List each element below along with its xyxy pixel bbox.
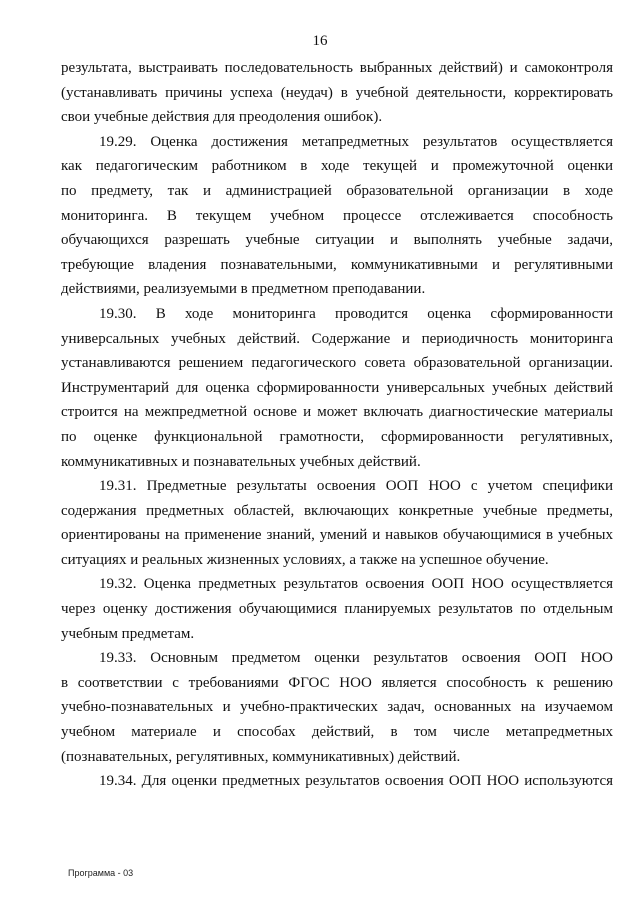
text-line: результата, выстраивать последовательность выбранных действий) и самоконтроля <box>61 60 613 76</box>
text-line: содержания предметных областей, включающих конкретные учебные предметы, <box>61 502 613 519</box>
text-line: (устанавливать причины успеха (неудач) в учебной деятельности, корректировать <box>61 84 613 101</box>
text-line: как педагогическим работником в ходе текущей и промежуточной оценки <box>61 158 613 175</box>
text-line: устанавливаются решением педагогического совета образовательной организации. <box>61 355 613 372</box>
text-line: 19.30. В ходе мониторинга проводится оценка сформированности <box>99 305 613 322</box>
text-line: через оценку достижения обучающимися планируемых результатов по отдельным <box>61 601 613 618</box>
text-line: обучающихся разрешать учебные ситуации и выполнять учебные задачи, <box>61 232 613 249</box>
text-line: ситуациях и реальных жизненных условиях, а также на успешное обучение. <box>61 551 549 568</box>
text-line: требующие владения познавательными, коммуникативными и регулятивными <box>61 256 613 273</box>
text-line: ориентированы на применение знаний, умений и навыков обучающимися в учебных <box>61 527 613 544</box>
text-line: коммуникативных и познавательных учебных действий. <box>61 453 421 470</box>
text-line: по предмету, так и администрацией образовательной организации в ходе <box>61 182 613 199</box>
text-line: 19.33. Основным предметом оценки результатов освоения ООП НОО <box>99 650 613 667</box>
text-line: 19.31. Предметные результаты освоения ООП НОО с учетом специфики <box>99 478 613 495</box>
text-line: универсальных учебных действий. Содержание и периодичность мониторинга <box>61 330 613 347</box>
text-line: (познавательных, регулятивных, коммуникативных) действий. <box>61 748 461 765</box>
text-line: учебно-познавательных и учебно-практических задач, основанных на изучаемом <box>61 699 613 716</box>
text-line: 19.29. Оценка достижения метапредметных результатов осуществляется <box>99 133 613 150</box>
page-footer: Программа - 03 <box>68 868 134 878</box>
text-line: строится на межпредметной основе и может включать диагностические материалы <box>61 404 613 421</box>
text-line: в соответствии с требованиями ФГОС НОО является способность к решению <box>61 674 613 691</box>
text-line: свои учебные действия для преодоления ошибок). <box>61 109 383 126</box>
text-line: учебном материале и способах действий, в том числе метапредметных <box>61 724 613 741</box>
text-line: 19.32. Оценка предметных результатов освоения ООП НОО осуществляется <box>99 576 613 593</box>
page-number: 16 <box>312 33 328 49</box>
document-body <box>61 56 613 794</box>
text-line: учебным предметам. <box>61 625 195 642</box>
text-line: 19.34. Для оценки предметных результатов освоения ООП НОО используются <box>99 773 613 790</box>
text-line: Инструментарий для оценка сформированности универсальных учебных действий <box>61 379 613 396</box>
text-line: мониторинга. В текущем учебном процессе отслеживается способность <box>61 207 613 224</box>
text-line: по оценке функциональной грамотности, сформированности регулятивных, <box>61 428 613 445</box>
text-line: действиями, реализуемыми в предметном преподавании. <box>61 281 426 298</box>
